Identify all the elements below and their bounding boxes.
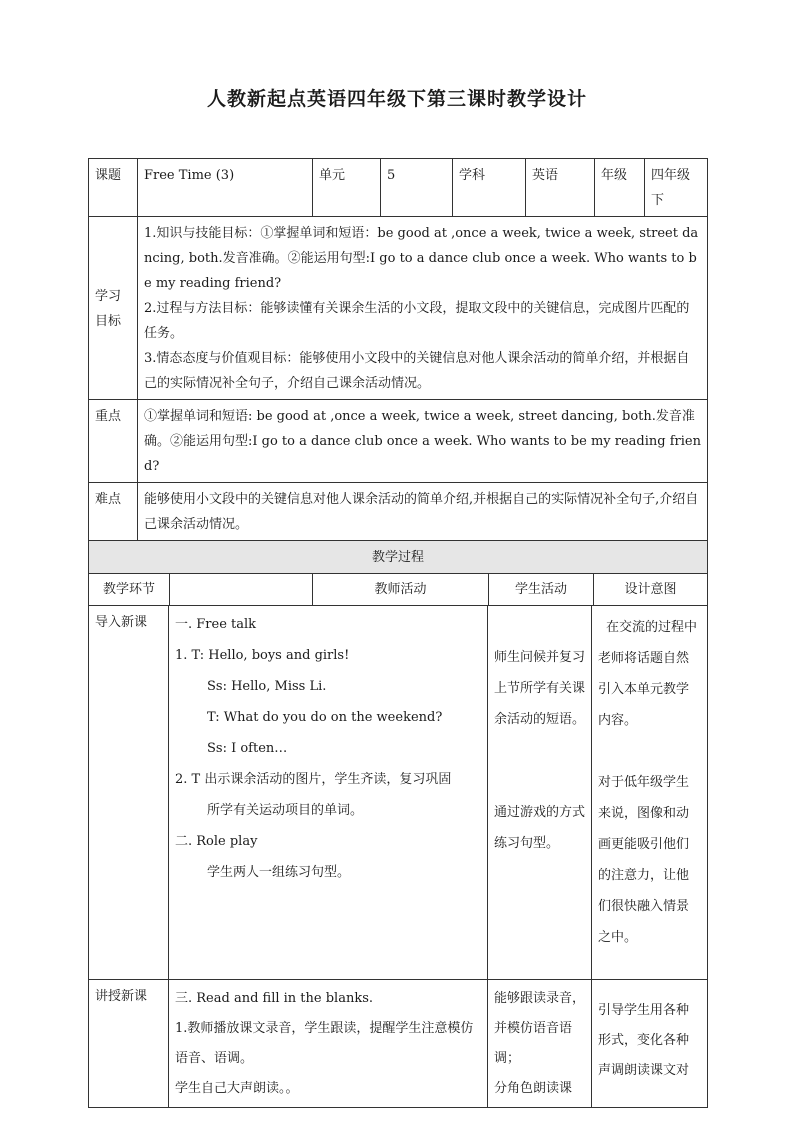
intro-t3: Ss: Hello, Miss Li. — [207, 679, 327, 694]
intro-t7: 所学有关运动项目的单词。 — [207, 803, 364, 818]
grade-label: 年级 — [595, 159, 645, 217]
goals-label: 学习目标 — [89, 217, 138, 400]
teach-s1: 能够跟读录音，并模仿语音语调； — [494, 991, 586, 1066]
teach-stage: 讲授新课 — [89, 980, 169, 1108]
grade-value: 四年级下 — [645, 159, 708, 217]
info-row — [89, 159, 708, 217]
intro-t6: 2. T 出示课余活动的图片，学生齐读，复习巩固 — [175, 772, 452, 787]
intro-d2: 对于低年级学生来说，图像和动画更能吸引他们的注意力，让他们很快融入情景之中。 — [598, 775, 690, 945]
difficulty-label: 难点 — [89, 483, 138, 541]
subject-value: 英语 — [526, 159, 595, 217]
lesson-plan-table — [88, 158, 708, 1108]
teach-s2: 分角色朗读课 — [494, 1081, 573, 1096]
key-row — [89, 400, 708, 483]
difficulty-text: 能够使用小文段中的关键信息对他人课余活动的简单介绍,并根据自己的实际情况补全句子,介绍自己课余活动情况。 — [138, 483, 708, 541]
key-text: ①掌握单词和短语: be good at ,once a week, twice a week, street dancing, both.发音准确。②能运用句型:I go to a dance club once a week. Who wants to be my reading friend? — [138, 400, 708, 483]
process-header: 教学过程 — [89, 541, 708, 574]
intro-s1: 师生问候并复习上节所学有关课余活动的短语。 — [494, 650, 586, 727]
goal-knowledge: 1.知识与技能目标：①掌握单词和短语：be good at ,once a week, twice a week, street dancing, both.发音准确。②能运用句型:I go to a dance club once a week. Who wants to be my reading friend? — [144, 226, 699, 291]
teach-t1: 三. Read and fill in the blanks. — [175, 991, 374, 1006]
topic-value: Free Time (3) — [138, 159, 313, 217]
process-body-table — [88, 605, 708, 1108]
col-student: 学生活动 — [489, 574, 594, 605]
difficulty-row — [89, 483, 708, 541]
goals-row — [89, 217, 708, 400]
unit-label: 单元 — [313, 159, 381, 217]
intro-t9: 学生两人一组练习句型。 — [207, 865, 351, 880]
process-header-row — [89, 541, 708, 574]
process-columns-row — [89, 574, 708, 606]
subject-label: 学科 — [453, 159, 526, 217]
intro-t1: 一. Free talk — [175, 617, 257, 632]
teach-row — [89, 980, 708, 1108]
intro-s2: 通过游戏的方式练习句型。 — [494, 805, 586, 851]
col-teacher-stub — [170, 574, 312, 605]
intro-row — [89, 606, 708, 980]
intro-t2: 1. T: Hello, boys and girls! — [175, 648, 350, 663]
intro-stage: 导入新课 — [89, 606, 169, 980]
key-label: 重点 — [89, 400, 138, 483]
unit-value: 5 — [381, 159, 453, 217]
col-teacher: 教师活动 — [313, 574, 489, 605]
col-stage: 教学环节 — [89, 574, 170, 605]
page-title: 人教新起点英语四年级下第三课时教学设计 — [206, 88, 587, 110]
teach-t3: 学生自己大声朗读。。 — [175, 1081, 299, 1096]
goal-process: 2.过程与方法目标：能够读懂有关课余生活的小文段，提取文段中的关键信息，完成图片匹配的任务。 — [144, 301, 690, 341]
intro-d1: 在交流的过程中老师将话题自然引入本单元教学内容。 — [598, 620, 698, 728]
intro-t8: 二. Role play — [175, 834, 258, 849]
col-design: 设计意图 — [624, 582, 677, 597]
teach-d1: 引导学生用各种形式，变化各种声调朗读课文对 — [598, 1003, 690, 1078]
topic-label: 课题 — [89, 159, 138, 217]
teach-t2: 1.教师播放课文录音，学生跟读，提醒学生注意模仿语音、语调。 — [175, 1021, 474, 1066]
intro-t5: Ss: I often… — [207, 741, 288, 756]
goal-attitude: 3.情态态度与价值观目标：能够使用小文段中的关键信息对他人课余活动的简单介绍，并根据自己的实际情况补全句子，介绍自己课余活动情况。 — [144, 351, 690, 391]
intro-t4: T: What do you do on the weekend? — [207, 710, 443, 725]
